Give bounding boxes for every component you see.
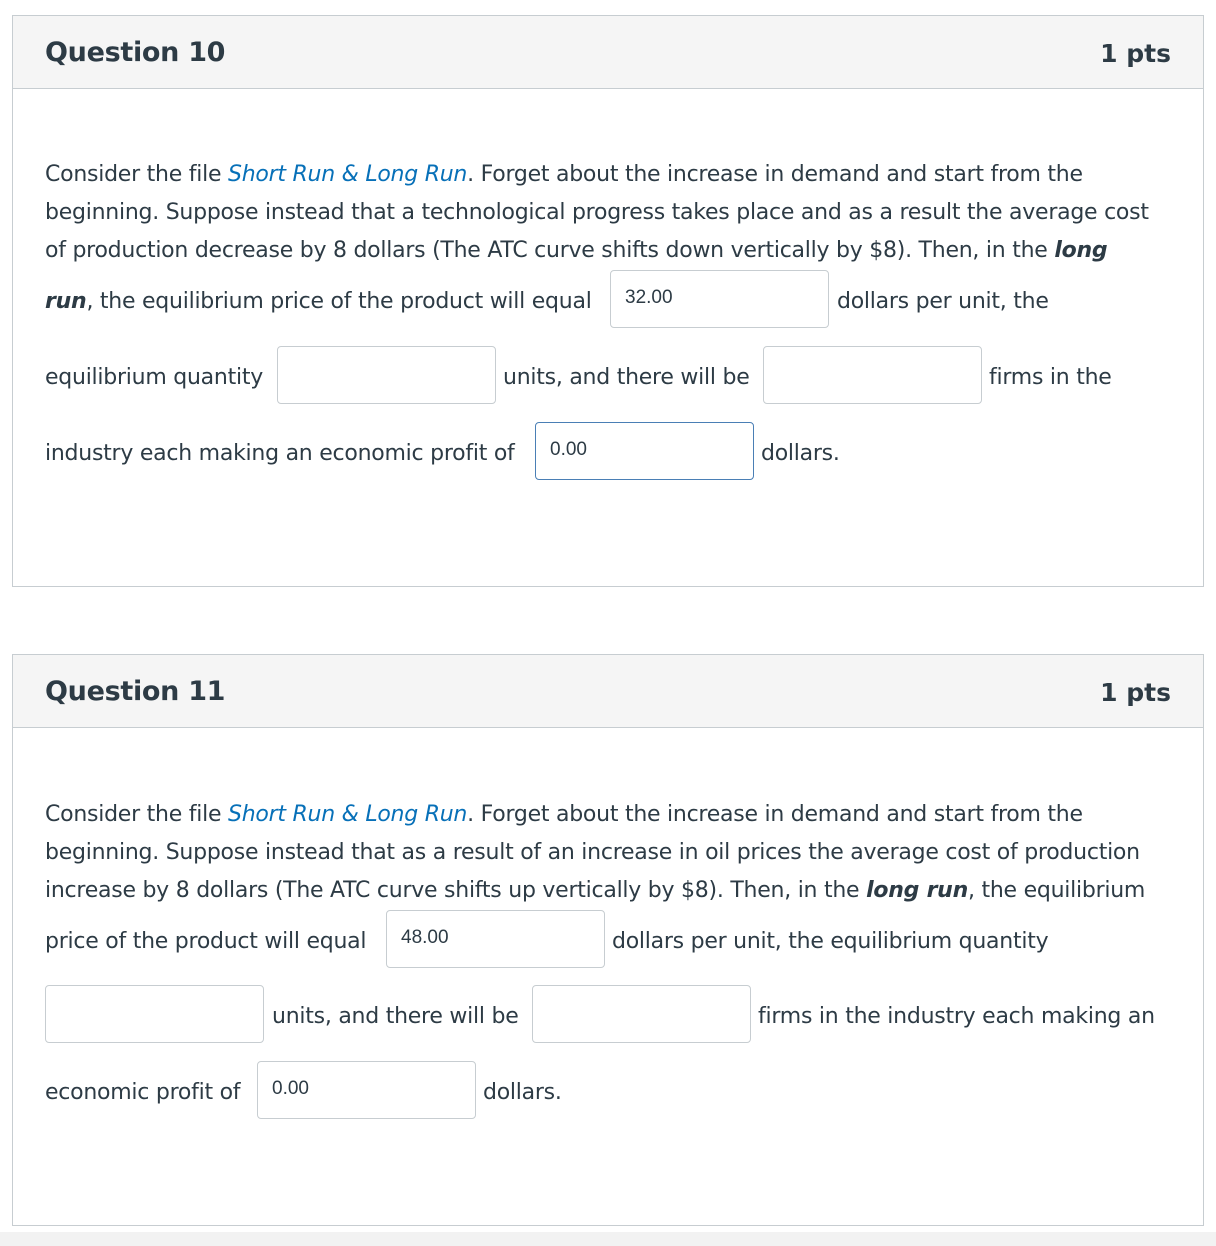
profit-input[interactable]: 0.00 <box>257 1061 476 1119</box>
after-firms-text: firms in the <box>989 365 1112 390</box>
price-input[interactable]: 48.00 <box>386 910 605 968</box>
question-points: 1 pts <box>1100 678 1171 707</box>
quantity-input[interactable] <box>277 346 496 404</box>
after-quantity-text: units, and there will be <box>503 365 750 390</box>
text-segment: increase by 8 dollars (The ATC curve shifts up vertically by $8). Then, in the <box>45 878 867 903</box>
question-points: 1 pts <box>1100 39 1171 68</box>
file-link[interactable]: Short Run & Long Run <box>227 802 468 827</box>
quantity-label: equilibrium quantity <box>45 365 263 390</box>
text-segment: , the equilibrium price of the product will equal <box>86 289 592 314</box>
emphasis-text: long <box>1054 238 1108 263</box>
text-segment: Consider the file <box>45 162 228 187</box>
price-input[interactable]: 32.00 <box>610 270 829 328</box>
emphasis-text: run <box>45 289 87 314</box>
after-price-text: dollars per unit, the <box>837 289 1049 314</box>
quantity-input[interactable] <box>45 985 264 1043</box>
after-price-text: dollars per unit, the equilibrium quantity <box>612 929 1049 954</box>
question-header <box>13 655 1203 728</box>
file-link[interactable]: Short Run & Long Run <box>227 162 468 187</box>
question-10-card <box>12 15 1204 587</box>
text-segment: . Forget about the increase in demand and start from the <box>467 802 1083 827</box>
profit-label: economic profit of <box>45 1080 241 1105</box>
after-firms-text: firms in the industry each making an <box>758 1004 1155 1029</box>
after-quantity-text: units, and there will be <box>272 1004 519 1029</box>
page-bottom-strip <box>0 1232 1216 1246</box>
text-segment: , the equilibrium <box>968 878 1146 903</box>
text-segment: of production decrease by 8 dollars (The ATC curve shifts down vertically by $8). Then, in the <box>45 238 1055 263</box>
question-text-line <box>45 872 1185 910</box>
profit-label: industry each making an economic profit of <box>45 441 515 466</box>
price-prompt <box>45 289 592 314</box>
after-profit-text: dollars. <box>761 441 840 466</box>
question-text-line: beginning. Suppose instead that as a result of an increase in oil prices the average cost of production <box>45 840 1140 865</box>
question-text-line <box>45 156 1185 194</box>
question-11-card <box>12 654 1204 1226</box>
emphasis-text: long run <box>866 878 968 903</box>
question-text-line: beginning. Suppose instead that a technological progress takes place and as a result the average cost <box>45 200 1149 225</box>
question-text-line <box>45 232 1185 270</box>
firms-input[interactable] <box>532 985 751 1043</box>
text-segment: . Forget about the increase in demand and start from the <box>467 162 1083 187</box>
question-title: Question 10 <box>45 37 226 68</box>
profit-input[interactable]: 0.00 <box>535 422 754 480</box>
firms-input[interactable] <box>763 346 982 404</box>
after-profit-text: dollars. <box>483 1080 562 1105</box>
text-segment: Consider the file <box>45 802 228 827</box>
question-text-line <box>45 796 1185 834</box>
question-title: Question 11 <box>45 676 226 707</box>
question-header <box>13 16 1203 89</box>
price-prompt: price of the product will equal <box>45 929 367 954</box>
